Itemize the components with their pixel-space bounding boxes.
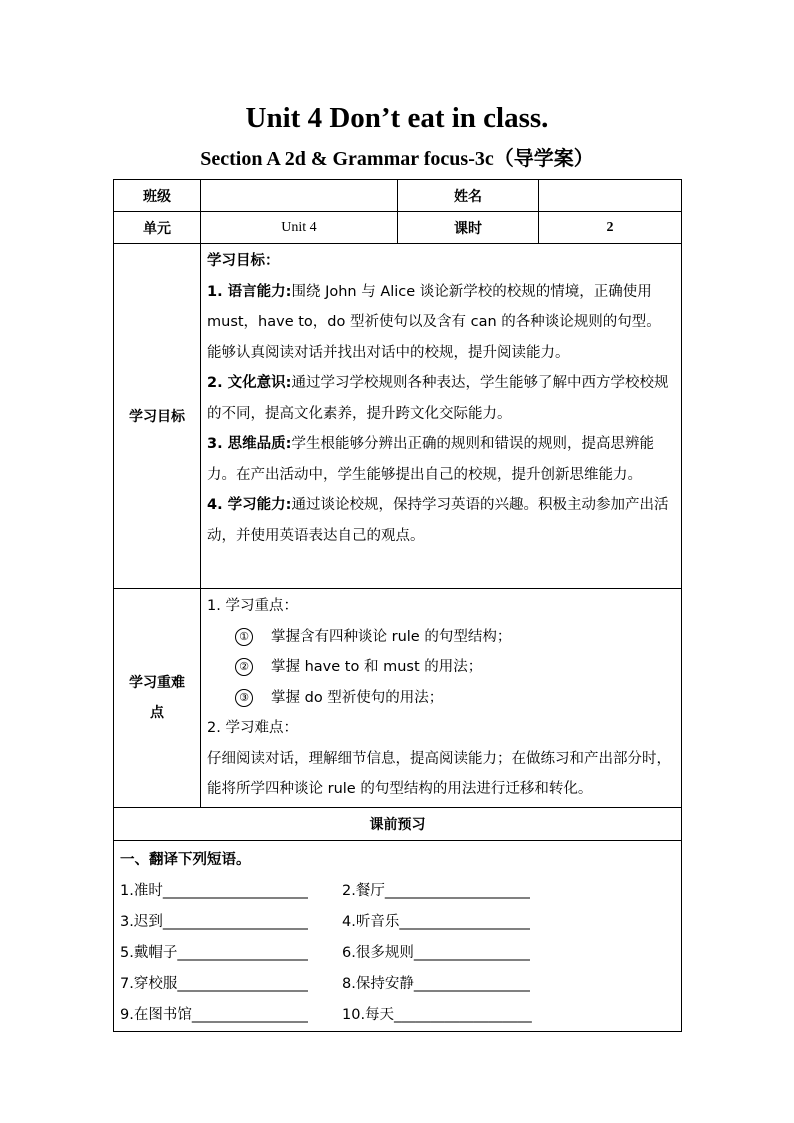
translate-section-title: 一、翻译下列短语。: [120, 852, 251, 868]
circled-number-1: ①: [235, 628, 253, 646]
focus-label-line1: 学习重难: [129, 675, 185, 691]
key-point-text: 掌握 do 型祈使句的用法；: [271, 689, 444, 706]
vocab-item[interactable]: 1.准时____________________: [120, 883, 308, 899]
circled-number-2: ②: [235, 658, 253, 676]
preview-header-row: [114, 808, 682, 841]
vocab-item[interactable]: 8.保持安静________________: [342, 976, 530, 992]
document-subtitle: Section A 2d & Grammar focus-3c（导学案）: [200, 148, 594, 170]
objective-item-4: [207, 490, 675, 551]
focus-label-line2: 点: [150, 705, 164, 721]
unit-value: Unit 4: [201, 212, 398, 244]
vocab-item[interactable]: 4.听音乐__________________: [342, 914, 530, 930]
difficulty-text: 仔细阅读对话，理解细节信息，提高阅读能力；在做练习和产出部分时，能将所学四种谈论 rule 的句型结构的用法进行迁移和转化。: [207, 750, 671, 797]
key-point-item: [207, 683, 675, 714]
objective-text: 通过谈论校规，保持学习英语的兴趣。积极主动参加产出活动，并使用英语表达自己的观点。: [207, 497, 669, 544]
objective-text: 通过学习学校规则各种表达，学生能够了解中西方学校校规的不同，提高文化素养，提升跨文化交际能力。: [207, 375, 669, 422]
key-points-heading: 1. 学习重点：: [207, 598, 298, 614]
vocab-item[interactable]: 10.每天___________________: [342, 1007, 532, 1023]
document-title: Unit 4 Don’t eat in class.: [245, 102, 549, 134]
unit-label: 单元: [114, 212, 201, 244]
info-row-unit: [114, 212, 682, 244]
objectives-label: 学习目标: [114, 244, 201, 589]
objective-num: 3.: [207, 436, 228, 452]
preview-content: [114, 841, 682, 1032]
lesson-table-wrapper: [113, 179, 681, 1032]
info-row-class: [114, 180, 682, 212]
circled-number-3: ③: [235, 689, 253, 707]
objective-num: 4.: [207, 497, 228, 513]
objective-title: 文化意识:: [227, 375, 292, 391]
period-value: 2: [539, 212, 682, 244]
difficulty-heading: 2. 学习难点：: [207, 720, 298, 736]
focus-row: [114, 589, 682, 808]
vocab-row: [120, 907, 675, 938]
objective-title: 思维品质:: [227, 436, 292, 452]
vocab-item[interactable]: 5.戴帽子__________________: [120, 945, 308, 961]
objective-num: 2.: [207, 375, 228, 391]
class-label: 班级: [114, 180, 201, 212]
vocab-row: [120, 938, 675, 969]
objective-title: 语言能力:: [227, 283, 292, 300]
objectives-content: [201, 244, 682, 589]
objective-title: 学习能力:: [227, 497, 292, 513]
objective-text: 围绕 John 与 Alice 谈论新学校的校规的情境，正确使用 must，have to，do 型祈使句以及含有 can 的各种谈论规则的句型。能够认真阅读对话并找出对话中的校规，提升阅读能力。: [207, 283, 661, 361]
focus-label: [114, 589, 201, 808]
vocab-item[interactable]: 9.在图书馆________________: [120, 1007, 308, 1023]
vocab-item[interactable]: 3.迟到____________________: [120, 914, 308, 930]
key-point-item: [207, 652, 675, 683]
vocab-row: [120, 969, 675, 1000]
preview-header: 课前预习: [114, 808, 682, 841]
preview-content-row: [114, 841, 682, 1032]
objective-item-1: [207, 277, 675, 369]
vocab-item[interactable]: 2.餐厅____________________: [342, 883, 530, 899]
name-label: 姓名: [398, 180, 539, 212]
vocab-row: [120, 876, 675, 907]
period-label: 课时: [398, 212, 539, 244]
objective-num: 1.: [207, 283, 228, 300]
vocab-item[interactable]: 7.穿校服__________________: [120, 976, 308, 992]
objective-item-3: [207, 429, 675, 490]
objective-item-2: [207, 368, 675, 429]
class-value[interactable]: [201, 180, 398, 212]
key-point-text: 掌握 have to 和 must 的用法；: [271, 659, 483, 675]
vocab-item[interactable]: 6.很多规则________________: [342, 945, 530, 961]
lesson-table: [113, 179, 682, 1032]
name-value[interactable]: [539, 180, 682, 212]
objective-text: 学生根能够分辨出正确的规则和错误的规则，提高思辨能力。在产出活动中，学生能够提出自己的校规，提升创新思维能力。: [207, 436, 654, 483]
key-point-text: 掌握含有四种谈论 rule 的句型结构；: [271, 628, 512, 645]
objectives-row: [114, 244, 682, 589]
objectives-heading: 学习目标：: [207, 253, 280, 269]
focus-content: [201, 589, 682, 808]
key-point-item: [207, 622, 675, 653]
vocab-row: [120, 1000, 675, 1031]
